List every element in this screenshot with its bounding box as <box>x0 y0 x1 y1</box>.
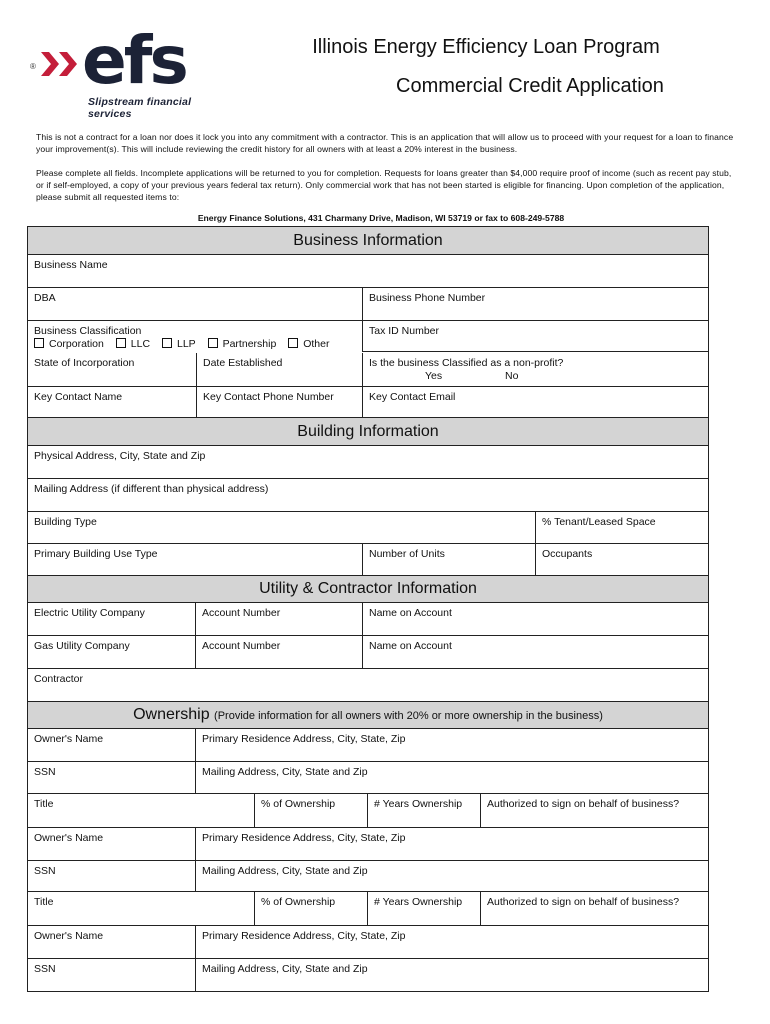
owner2-name-label: Owner's Name <box>34 832 104 844</box>
contact-phone-label: Key Contact Phone Number <box>203 391 334 403</box>
tax-id-field[interactable] <box>362 321 708 352</box>
state-row <box>28 353 708 387</box>
classification-label: Business Classification <box>34 325 142 337</box>
state-field[interactable] <box>28 353 196 386</box>
classification-field <box>28 321 362 352</box>
owner1-title-field[interactable] <box>28 794 254 827</box>
dba-field[interactable] <box>28 288 362 320</box>
owner3-mailing-field[interactable] <box>195 959 708 991</box>
other-label: Other <box>303 338 330 350</box>
owner1-authorized-label: Authorized to sign on behalf of business? <box>487 798 680 810</box>
owner1-ssn-row <box>28 762 708 794</box>
owner1-name-label: Owner's Name <box>34 733 104 745</box>
tenant-space-label: % Tenant/Leased Space <box>542 516 656 528</box>
llp-checkbox[interactable] <box>162 338 172 348</box>
occupants-field[interactable] <box>535 544 708 575</box>
contractor-label: Contractor <box>34 673 84 685</box>
owner2-percent-label: % of Ownership <box>261 896 336 908</box>
state-label: State of Incorporation <box>34 357 135 369</box>
llc-label: LLC <box>130 338 151 350</box>
owner2-authorized-label: Authorized to sign on behalf of business? <box>487 896 680 908</box>
electric-account-label: Account Number <box>202 607 281 619</box>
building-section-header <box>28 418 708 446</box>
owner1-residence-field[interactable] <box>195 729 708 761</box>
business-heading: Business Information <box>293 232 443 249</box>
owner1-mailing-label: Mailing Address, City, State and Zip <box>202 766 368 778</box>
owner1-authorized-field[interactable] <box>480 794 708 827</box>
logo-wordmark: efs <box>82 22 186 99</box>
owner2-mailing-label: Mailing Address, City, State and Zip <box>202 865 368 877</box>
registered-mark: ® <box>30 62 36 71</box>
owner2-years-field[interactable] <box>367 892 480 925</box>
corporation-checkbox[interactable] <box>34 338 44 348</box>
dba-label: DBA <box>34 292 56 304</box>
owner2-title-field[interactable] <box>28 892 254 925</box>
contractor-field[interactable] <box>28 669 708 701</box>
mailing-address: Energy Finance Solutions, 431 Charmany Drive, Madison, WI 53719 or fax to 608-249-5788 <box>197 213 565 223</box>
business-phone-label: Business Phone Number <box>369 292 486 304</box>
number-units-field[interactable] <box>362 544 535 575</box>
owner1-mailing-field[interactable] <box>195 762 708 793</box>
owner1-years-label: # Years Ownership <box>374 798 463 810</box>
application-form <box>27 226 709 992</box>
other-checkbox[interactable] <box>288 338 298 348</box>
mailing-address-row <box>28 479 708 512</box>
ownership-section-header <box>28 702 708 729</box>
owner3-ssn-row <box>28 959 708 991</box>
owner2-percent-field[interactable] <box>254 892 367 925</box>
gas-name-field[interactable] <box>362 636 708 668</box>
mailing-address-label: Mailing Address (if different than physical address) <box>34 483 269 495</box>
physical-address-field[interactable] <box>28 446 708 478</box>
contractor-row <box>28 669 708 702</box>
owner3-name-field[interactable] <box>28 926 195 958</box>
owner2-authorized-field[interactable] <box>480 892 708 925</box>
nonprofit-label: Is the business Classified as a non-profit? <box>369 357 564 369</box>
intro-paragraph-2: Please complete all fields. Incomplete applications will be returned to you for completion. Requests for loans greater than $4,000 require proof of income (such as recent pay stub, or if self-employed, a copy of your previous years federal tax return). Only commercial work that has not been started is eligible for financing. Upon completion of the application, please submit all requested items to: <box>36 168 732 202</box>
building-type-label: Building Type <box>34 516 97 528</box>
owner3-residence-label: Primary Residence Address, City, State, Zip <box>202 930 406 942</box>
owner1-name-row <box>28 729 708 762</box>
date-established-label: Date Established <box>203 357 283 369</box>
contact-email-label: Key Contact Email <box>369 391 456 403</box>
ownership-note: (Provide information for all owners with 20% or more ownership in the business) <box>214 710 603 722</box>
nonprofit-field <box>362 353 708 386</box>
contact-name-field[interactable] <box>28 387 196 417</box>
owner2-title-label: Title <box>34 896 54 908</box>
building-type-row <box>28 512 708 544</box>
owner1-ssn-field[interactable] <box>28 762 195 793</box>
owner1-years-field[interactable] <box>367 794 480 827</box>
nonprofit-yes[interactable]: Yes <box>425 370 443 382</box>
owner3-ssn-label: SSN <box>34 963 56 975</box>
business-name-row <box>28 255 708 288</box>
contact-row <box>28 387 708 418</box>
use-type-field[interactable] <box>28 544 362 575</box>
use-type-row <box>28 544 708 576</box>
owner3-name-label: Owner's Name <box>34 930 104 942</box>
business-name-field[interactable] <box>28 255 708 287</box>
gas-utility-field[interactable] <box>28 636 195 668</box>
contact-name-label: Key Contact Name <box>34 391 123 403</box>
owner1-title-row <box>28 794 708 828</box>
owner1-ssn-label: SSN <box>34 766 56 778</box>
gas-name-label: Name on Account <box>369 640 452 652</box>
electric-name-field[interactable] <box>362 603 708 635</box>
owner2-name-row <box>28 828 708 861</box>
utility-section-header <box>28 576 708 603</box>
number-units-label: Number of Units <box>369 548 445 560</box>
electric-utility-field[interactable] <box>28 603 195 635</box>
electric-utility-label: Electric Utility Company <box>34 607 145 619</box>
dba-row <box>28 288 708 321</box>
tax-id-label: Tax ID Number <box>369 325 440 337</box>
owner3-residence-field[interactable] <box>195 926 708 958</box>
contact-email-field[interactable] <box>362 387 708 417</box>
gas-utility-label: Gas Utility Company <box>34 640 130 652</box>
classification-row <box>28 321 708 352</box>
nonprofit-no[interactable]: No <box>505 370 519 382</box>
physical-address-label: Physical Address, City, State and Zip <box>34 450 206 462</box>
owner2-years-label: # Years Ownership <box>374 896 463 908</box>
classification-options <box>34 338 338 350</box>
use-type-label: Primary Building Use Type <box>34 548 158 560</box>
owner2-ssn-row <box>28 861 708 892</box>
owner2-ssn-label: SSN <box>34 865 56 877</box>
mailing-address-field[interactable] <box>28 479 708 511</box>
partnership-label: Partnership <box>222 338 277 350</box>
ownership-heading: Ownership <box>133 706 210 723</box>
tenant-space-field[interactable] <box>535 512 708 543</box>
occupants-label: Occupants <box>542 548 593 560</box>
gas-account-label: Account Number <box>202 640 281 652</box>
date-established-field[interactable] <box>196 353 362 386</box>
contact-phone-field[interactable] <box>196 387 362 417</box>
owner1-title-label: Title <box>34 798 54 810</box>
owner2-title-row <box>28 892 708 926</box>
building-type-field[interactable] <box>28 512 535 543</box>
gas-row <box>28 636 708 669</box>
logo-tagline: Slipstream financial services <box>88 96 192 120</box>
llp-label: LLP <box>176 338 196 350</box>
llc-checkbox[interactable] <box>116 338 126 348</box>
business-phone-field[interactable] <box>362 288 708 320</box>
owner2-mailing-field[interactable] <box>195 861 708 891</box>
owner1-residence-label: Primary Residence Address, City, State, Zip <box>202 733 406 745</box>
owner3-mailing-label: Mailing Address, City, State and Zip <box>202 963 368 975</box>
partnership-checkbox[interactable] <box>208 338 218 348</box>
corporation-label: Corporation <box>49 338 104 350</box>
business-name-label: Business Name <box>34 259 108 271</box>
owner2-residence-label: Primary Residence Address, City, State, Zip <box>202 832 406 844</box>
page-title: Illinois Energy Efficiency Loan Program <box>312 36 660 58</box>
gas-account-field[interactable] <box>195 636 362 668</box>
electric-name-label: Name on Account <box>369 607 452 619</box>
physical-address-row <box>28 446 708 479</box>
owner2-ssn-field[interactable] <box>28 861 195 891</box>
owner3-name-row <box>28 926 708 959</box>
utility-heading: Utility & Contractor Information <box>259 580 477 597</box>
owner2-residence-field[interactable] <box>195 828 708 860</box>
business-section-header <box>28 227 708 255</box>
owner1-percent-label: % of Ownership <box>261 798 336 810</box>
owner1-name-field[interactable] <box>28 729 195 761</box>
electric-account-field[interactable] <box>195 603 362 635</box>
owner3-ssn-field[interactable] <box>28 959 195 991</box>
owner2-name-field[interactable] <box>28 828 195 860</box>
building-heading: Building Information <box>297 423 439 440</box>
page-subtitle: Commercial Credit Application <box>396 75 664 97</box>
electric-row <box>28 603 708 636</box>
chevron-arrows-icon <box>39 46 83 82</box>
intro-paragraph-1: This is not a contract for a loan nor does it lock you into any commitment with a contractor. This is an application that will allow us to proceed with your request for a loan to finance your improvement(s). This will include reviewing the credit history for all owners with at least a 20% interest in the business. <box>36 132 734 154</box>
owner1-percent-field[interactable] <box>254 794 367 827</box>
